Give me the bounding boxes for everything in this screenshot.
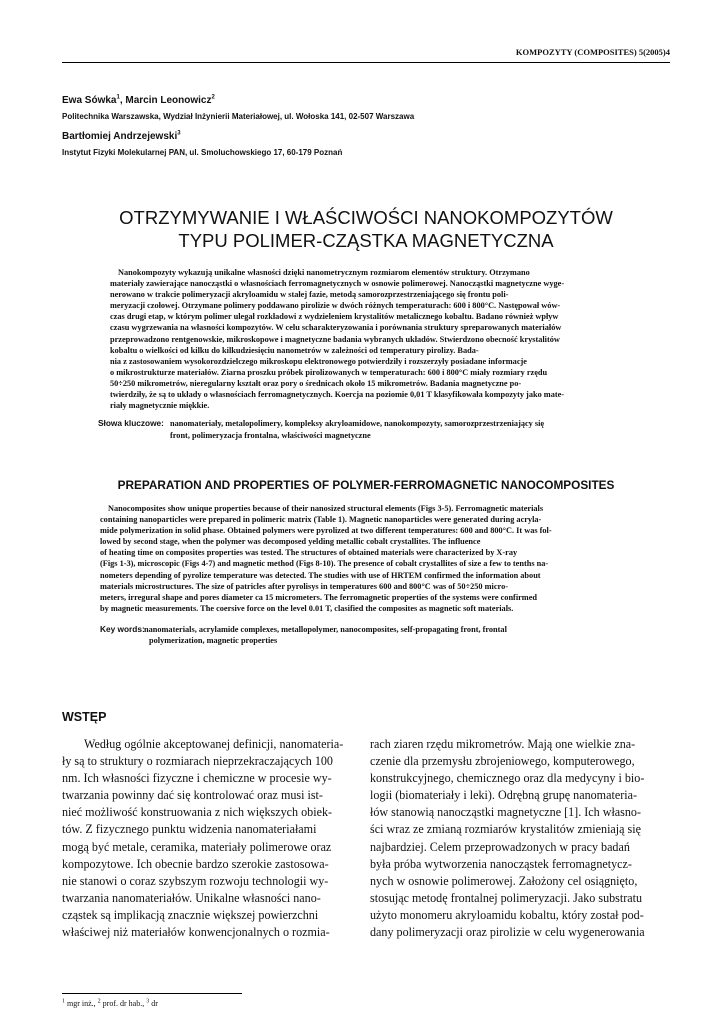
body-line: użyto monomeru akryloamidu kobaltu, który został pod- [370, 907, 644, 922]
body-line: nie stanowi o coraz szybszym rozwoju technologii wy- [62, 873, 329, 888]
abstract-line: czasu wygrzewania na własności kompozytów. W celu scharakteryzowania i porównania struktury spreparowanych materiałów [110, 323, 562, 333]
abstract-line: nometers depending of pyrolize temperature was detected. The studies with use of HRTEM confirmed the information about [100, 570, 541, 580]
footnote-text: prof. dr hab., [100, 999, 147, 1008]
body-line: tów. Z fizycznego punktu widzenia nanomateriałami [62, 822, 317, 837]
section-heading: WSTĘP [62, 710, 107, 724]
body-line: dany polimeryzacji oraz pirolizie w celu wygenerowania [370, 925, 645, 940]
footnote-text: mgr inż., [65, 999, 98, 1008]
abstract-line: 50÷250 mikrometrów, nieregularny kształt oraz pory o średnicach około 15 mikrometrów. Badania magnetyczne po- [110, 378, 522, 388]
body-column-right [370, 736, 658, 941]
footnote [62, 999, 158, 1008]
body-line: ści wraz ze zmianą rozmiarów krystalitów zmieniają się [370, 822, 641, 837]
journal-header [62, 44, 670, 63]
body-line: twarzania nanomateriałów. Unikalne własności nano- [62, 890, 321, 905]
authors-line-2 [62, 131, 181, 142]
keywords-line: nanomaterials, acrylamide complexes, metallopolymer, nanocomposites, self-propagating front, frontal [144, 625, 507, 634]
author-footnote-mark: 3 [177, 130, 181, 137]
abstract-line: przeprowadzono rentgenowskie, mikroskopowe i magnetyczne badania wybranych układów. Stwierdzono obecność krystalitów [110, 334, 560, 344]
keywords-line: nanomateriały, metalopolimery, kompleksy akryloamidowe, nanokompozyty, samorozprzestrzeniający się [170, 419, 545, 428]
journal-reference: KOMPOZYTY (COMPOSITES) 5(2005)4 [515, 47, 670, 57]
author-text: Ewa Sówka [62, 95, 117, 106]
abstract-line: containing nanoparticles were prepared in polimeric matrix (Table 1). Magnetic nanoparticles were generated during acryla- [100, 515, 542, 525]
affiliation-1: Politechnika Warszawska, Wydział Inżynierii Materiałowej, ul. Wołoska 141, 02-507 Warszawa [62, 112, 415, 121]
body-line: cząstek są implikacją znacznie większej powierzchni [62, 907, 319, 922]
body-line: stosując metodę frontalnej polimeryzacji. Jako substratu [370, 890, 643, 905]
abstract-line: nerowano w trakcie polimeryzacji akryloamidu w stałej fazie, metodą samorozprzestrzeniającego się frontu poli- [110, 290, 509, 300]
body-line: nm. Ich własności fizyczne i chemiczne w procesie wy- [62, 771, 332, 786]
abstract-english [100, 503, 625, 614]
paper-title-polish [62, 206, 670, 252]
abstract-line: by magnetic measurements. The coersive force on the level 0.01 T, clasified the composites as magnetic soft materials. [100, 603, 514, 613]
abstract-line: (Figs 1-3), microscopic (Figs 4-7) and magnetic method (Figs 8-10). The presence of cobalt crystallites of size a few to tenths na- [100, 559, 549, 569]
body-line: twarzania powinny dać się kontrolować oraz musi ist- [62, 788, 323, 803]
author-text: , Marcin Leonowicz [119, 95, 212, 106]
abstract-line: Nanokompozyty wykazują unikalne własności dzięki nanometrycznym rozmiarom elementów struktury. Otrzymano [118, 268, 530, 277]
paper-title-english: PREPARATION AND PROPERTIES OF POLYMER-FERROMAGNETIC NANOCOMPOSITES [117, 478, 615, 492]
body-line: nieć możliwość konstruowania z nich większych obiek- [62, 805, 333, 820]
title-line: TYPU POLIMER-CZĄSTKA MAGNETYCZNA [178, 230, 554, 251]
body-line: mogą być metale, ceramika, materiały polimerowe oraz [62, 839, 332, 854]
body-line: czenie dla przemysłu zbrojeniowego, komputerowego, [370, 754, 635, 769]
footnote-mark: 3 [146, 998, 150, 1005]
author-footnote-mark: 2 [211, 94, 215, 101]
abstract-line: o mikrostrukturze materiałów. Ziarna proszku próbek pirolizowanych w temperaturach: 600 i 800°C miały rozmiary rzędu [110, 367, 548, 377]
affiliation-2: Instytut Fizyki Molekularnej PAN, ul. Smoluchowskiego 17, 60-179 Poznań [62, 148, 343, 157]
body-line: kompozytowe. Ich obecnie bardzo szerokie zastosowa- [62, 856, 329, 871]
abstract-line: twierdziły, że są to układy o własnościach ferromagnetycznych. Koercja na poziomie 0,01 T klasyfikowała kompozyty jako mate- [110, 390, 565, 400]
author-text: Bartłomiej Andrzejewski [62, 131, 178, 142]
keywords-line: front, polimeryzacja frontalna, właściwości magnetyczne [170, 431, 371, 440]
keywords-label: Słowa kluczowe: [98, 418, 164, 428]
body-line: właściwej niż materiałów konwencjonalnych o rozmia- [62, 925, 330, 940]
body-line: logii (biomateriały i leki). Odrębną grupę nanomateria- [370, 788, 637, 803]
abstract-line: mide polymerization in solid phase. Obtained polymers were pyrolized at two different temperatures: 600 and 800°C. It was fol- [100, 526, 552, 536]
body-column-left [62, 736, 353, 941]
abstract-line: of heating time on composites properties was tested. The structures of obtained materials were characterized by X-ray [100, 548, 518, 558]
body-line: ły są to struktury o rozmiarach nieprzekraczających 100 [62, 754, 333, 769]
abstract-line: kobaltu o wielkości od kilku do kilkudziesięciu nanometrów w zależności od temperatury pirolizy. Bada- [110, 345, 479, 355]
footnote-mark: 2 [97, 998, 101, 1005]
title-line: OTRZYMYWANIE I WŁAŚCIWOŚCI NANOKOMPOZYTÓW [119, 207, 613, 228]
body-line: była próba wytworzenia nanocząstek ferromagnetycz- [370, 856, 632, 871]
body-line: łów stanowią nanocząstki magnetyczne [1]. Ich własno- [370, 805, 642, 820]
keywords-label: Key words: [100, 624, 145, 634]
abstract-line: meryzacji czołowej. Otrzymane polimery poddawano pirolizie w dwóch różnych temperaturach: 600 i 800°C. Następował wów- [110, 301, 561, 311]
abstract-polish [110, 267, 625, 411]
footnote-rule [62, 993, 242, 994]
body-line: rach ziaren rzędu mikrometrów. Mają one wielkie zna- [370, 737, 636, 751]
footnote-mark: 1 [62, 998, 65, 1005]
keywords-line: polymerization, magnetic properties [149, 636, 278, 645]
body-line: nych w osnowie polimerowej. Założony cel osiągnięto, [370, 873, 638, 888]
abstract-line: materiały zawierające nanocząstki o własnościach ferromagnetycznych w osnowie polimerowej. Nanocząstki magnetyczne wyge- [110, 279, 565, 289]
body-line: konstrukcyjnego, chemicznego oraz dla medycyny i bio- [370, 771, 645, 786]
body-line: Według ogólnie akceptowanej definicji, nanomateria- [84, 737, 344, 751]
abstract-line: lowed by second stage, when the polymer was decomposed yelding metallic cobalt crystallites. The influence [100, 537, 481, 547]
abstract-line: nia z zastosowaniem wysokorozdzielczego mikroskopu elektronowego potwierdziły i rozszerzyły posiadane informacje [110, 356, 527, 366]
body-line: najbardziej. Celem przeprowadzonych w pracy badań [370, 839, 630, 854]
abstract-line: meters, irregural shape and pores diameter ca 15 micrometers. The ferromagnetic properties of the systems were confirmed [100, 592, 538, 602]
abstract-line: czas drugi etap, w którym polimer ulegał rozkładowi z wydzieleniem krystalitów metalicznego kobaltu. Badano również wpływ [110, 312, 559, 322]
abstract-line: Nanocomposites show unique properties because of their nanosized structural elements (Figs 3-5). Ferromagnetic materials [108, 504, 544, 513]
authors-line-1 [62, 95, 215, 106]
abstract-line: materials microstructures. The size of patricles after pyrolisys in temperatures 600 and 800°C was of 50÷250 micro- [100, 581, 508, 591]
footnote-text: dr [149, 999, 158, 1008]
author-footnote-mark: 1 [116, 94, 120, 101]
abstract-line: riały magnetycznie miękkie. [110, 401, 210, 411]
